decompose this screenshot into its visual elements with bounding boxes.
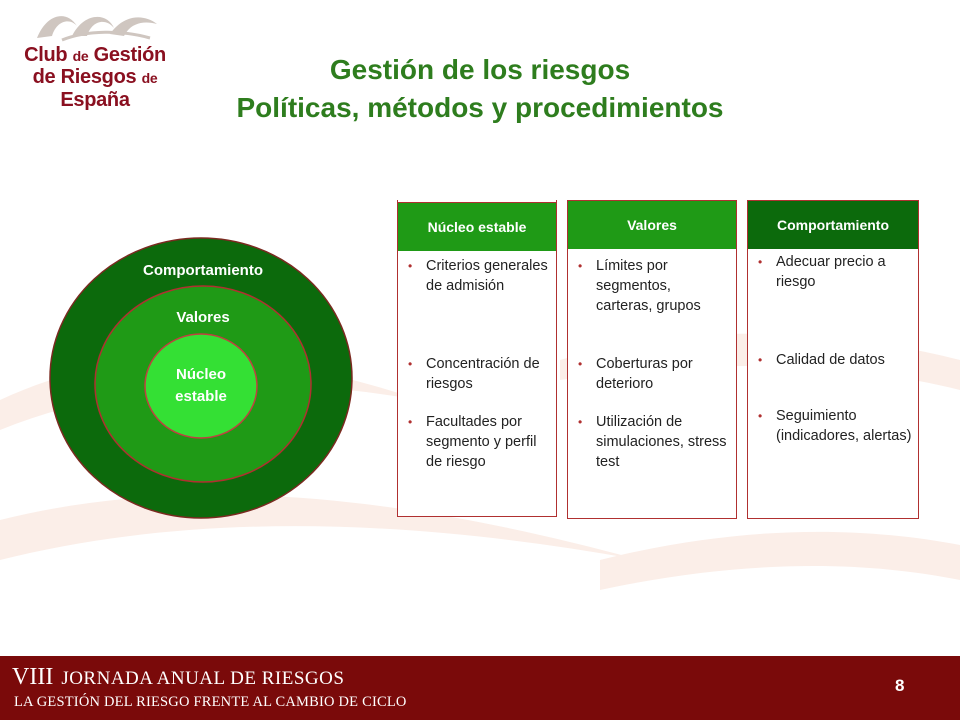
ring-label-inner-2: estable <box>175 388 227 405</box>
list-item: • Facultades por segmento y perfil de riesgo <box>408 414 537 470</box>
ring-label-outer: Comportamiento <box>143 262 263 279</box>
list-item: • Adecuar precio a riesgo <box>758 254 886 290</box>
list-item: • Criterios generales de admisión <box>408 258 548 294</box>
bullet-icon: • <box>758 409 763 423</box>
bullet-icon: • <box>758 353 763 367</box>
column-comportamiento <box>747 200 919 519</box>
column-nucleo-estable <box>397 200 557 517</box>
column-header: Comportamiento <box>748 200 918 249</box>
ring-label-inner-1: Núcleo <box>175 366 226 383</box>
list-item: • Utilización de simulaciones, stress test <box>578 414 727 470</box>
bullet-icon: • <box>408 259 413 273</box>
logo-line-1: Club de Gestión <box>24 44 166 66</box>
inner-ring <box>145 334 257 438</box>
bullet-icon: • <box>578 259 583 273</box>
bullet-icon: • <box>578 415 583 429</box>
column-valores <box>567 200 737 519</box>
footer-event-title: VIII JORNADA ANUAL DE RIESGOS <box>12 664 345 690</box>
column-header: Valores <box>568 200 736 249</box>
page-subtitle: Políticas, métodos y procedimientos <box>236 92 724 123</box>
bullet-icon: • <box>408 415 413 429</box>
footer-bar <box>0 656 960 720</box>
bullet-icon: • <box>408 357 413 371</box>
page-title: Gestión de los riesgos <box>329 54 631 85</box>
bullet-icon: • <box>578 357 583 371</box>
bullet-icon: • <box>758 255 763 269</box>
list-item: • Coberturas por deterioro <box>578 356 693 392</box>
logo-swirl-icon <box>32 8 162 44</box>
list-item: • Límites por segmentos, carteras, grupos <box>578 258 701 314</box>
list-item: • Concentración de riesgos <box>408 356 540 392</box>
logo-line-2: de Riesgos de España <box>32 66 158 111</box>
page-number: 8 <box>895 676 905 695</box>
ring-label-middle: Valores <box>176 309 230 326</box>
footer-subtitle: LA GESTIÓN DEL RIESGO FRENTE AL CAMBIO DE CICLO <box>14 694 407 710</box>
column-header: Núcleo estable <box>398 202 556 251</box>
list-item: • Seguimiento (indicadores, alertas) <box>758 408 912 444</box>
concentric-rings-diagram <box>48 236 354 520</box>
list-item: • Calidad de datos <box>758 352 885 368</box>
